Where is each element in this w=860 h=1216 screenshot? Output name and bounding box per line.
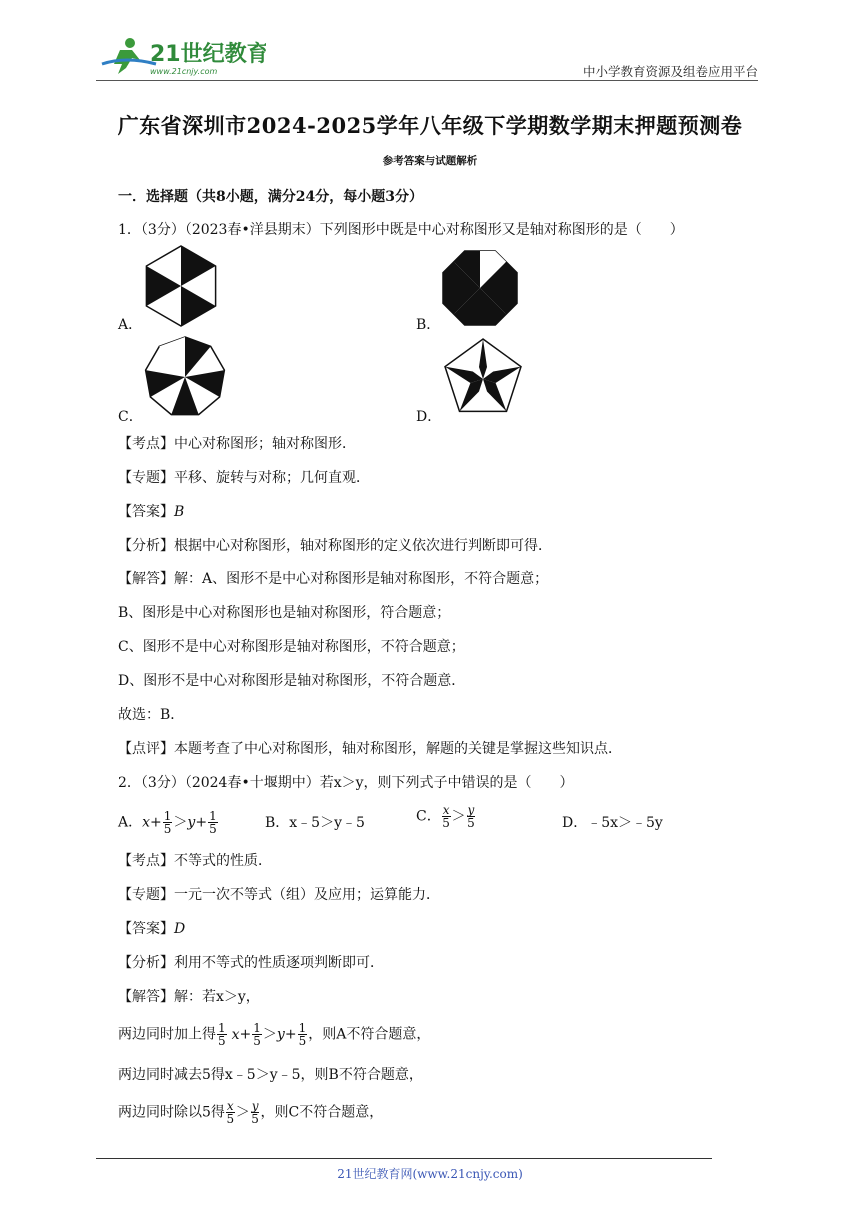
fraction	[442, 804, 451, 829]
line-text: 两边同时除以5得	[118, 1104, 225, 1121]
q2-zhuanti: 【专题】一元一次不等式（组）及应用；运算能力．	[118, 887, 440, 903]
q1-dianping: 【点评】本题考查了中心对称图形，轴对称图形，解题的关键是掌握这些知识点．	[118, 741, 622, 757]
q2-line-2: 两边同时减去5得x﹣5＞y﹣5，则B不符合题意，	[118, 1067, 423, 1083]
q1-answer	[118, 501, 184, 521]
q2-answer-value: D	[174, 921, 186, 937]
q2-fenxi: 【分析】利用不等式的性质逐项判断即可．	[118, 955, 384, 971]
q2-answer-label: 【答案】	[118, 921, 174, 937]
q1-option-c-label: C．	[118, 409, 143, 425]
frac-num: 1	[298, 1021, 307, 1035]
q1-figure-a	[143, 244, 219, 328]
frac-den: 5	[209, 822, 217, 836]
q1-stem: 1．（3分）（2023春•洋县期末）下列图形中既是中心对称图形又是轴对称图形的是（ ）	[118, 222, 684, 238]
math-plus: +	[284, 1026, 297, 1043]
q1-jieda-4: D、图形不是中心对称图形是轴对称图形，不符合题意．	[118, 673, 466, 689]
q1-jieda-1: 【解答】解：A、图形不是中心对称图形是轴对称图形，不符合题意；	[118, 571, 549, 587]
logo-url: www.21cnjy.com	[150, 67, 218, 76]
math-gt: ＞	[173, 814, 188, 831]
q1-option-a-label: A．	[118, 317, 143, 333]
frac-num: 1	[218, 1021, 226, 1035]
math-x: x	[142, 814, 151, 831]
frac-num: x	[442, 803, 450, 817]
q2-stem: 2．（3分）（2024春•十堰期中）若x＞y，则下列式子中错误的是（ ）	[118, 775, 574, 791]
frac-den: 5	[251, 1112, 259, 1126]
frac-den: 5	[442, 816, 450, 830]
fraction	[226, 1100, 235, 1125]
q2-option-a	[118, 810, 219, 835]
math-gt: ＞	[262, 1026, 277, 1043]
q1-kaodian: 【考点】中心对称图形；轴对称图形．	[118, 436, 356, 452]
math-gt: ＞	[235, 1104, 250, 1121]
q1-figure-c	[143, 335, 227, 419]
q1-answer-label: 【答案】	[118, 504, 174, 520]
q1-jieda-3: C、图形不是中心对称图形是轴对称图形，不符合题意；	[118, 639, 465, 655]
math-plus: +	[195, 814, 208, 831]
platform-name: 中小学教育资源及组卷应用平台	[582, 64, 758, 79]
q1-figure-d	[441, 337, 525, 419]
frac-den: 5	[163, 822, 172, 836]
math-x: x	[231, 1026, 240, 1043]
q2-line-3	[118, 1100, 383, 1125]
line-text: 两边同时加上得	[118, 1026, 216, 1043]
q1-option-d-label: D．	[416, 409, 442, 425]
frac-num: x	[226, 1099, 234, 1113]
q1-zhuanti: 【专题】平移、旋转与对称；几何直观．	[118, 470, 370, 486]
q2-option-c-label: C．	[416, 808, 441, 825]
logo-text: 21世纪教育	[150, 42, 266, 67]
frac-num: y	[251, 1099, 259, 1113]
math-plus: +	[239, 1026, 252, 1043]
frac-num: 1	[209, 809, 217, 823]
fraction	[251, 1100, 260, 1125]
frac-num: y	[467, 803, 475, 817]
frac-den: 5	[253, 1034, 261, 1048]
q2-answer	[118, 918, 185, 938]
fraction	[217, 1022, 227, 1047]
fraction	[163, 810, 173, 835]
runner-icon	[102, 38, 156, 74]
section-heading: 一．选择题（共8小题，满分24分，每小题3分）	[118, 189, 423, 205]
site-logo	[96, 34, 266, 80]
line-text: ，则A不符合题意，	[308, 1026, 431, 1043]
frac-num: 1	[253, 1021, 261, 1035]
page-subtitle: 参考答案与试题解析	[382, 155, 478, 167]
frac-den: 5	[218, 1034, 226, 1048]
frac-den: 5	[467, 816, 475, 830]
footer-link[interactable]: 21世纪教育网(www.21cnjy.com)	[337, 1167, 523, 1181]
math-y: y	[276, 1026, 285, 1043]
q1-fenxi: 【分析】根据中心对称图形，轴对称图形的定义依次进行判断即可得．	[118, 538, 552, 554]
math-y: y	[187, 814, 196, 831]
q1-figure-b	[440, 248, 520, 328]
q1-answer-value: B	[174, 504, 185, 520]
q2-option-d: D．﹣5x＞﹣5y	[562, 815, 663, 831]
fraction	[467, 804, 476, 829]
footer-divider	[96, 1158, 712, 1159]
q1-option-b-label: B．	[416, 317, 441, 333]
fraction	[298, 1022, 308, 1047]
fraction	[208, 810, 218, 835]
math-plus: +	[150, 814, 162, 831]
frac-den: 5	[226, 1112, 235, 1126]
math-gt: ＞	[451, 808, 466, 825]
q2-option-c	[416, 804, 476, 829]
line-text: ，则C不符合题意，	[260, 1104, 384, 1121]
q1-guxuan: 故选：B．	[118, 707, 185, 723]
q2-jieda: 【解答】解：若x＞y，	[118, 989, 260, 1005]
header-divider	[96, 80, 758, 81]
frac-num: 1	[163, 809, 172, 823]
q2-option-b: B．x﹣5＞y﹣5	[265, 815, 365, 831]
q2-option-a-label: A．	[118, 814, 143, 831]
q2-line-1	[118, 1022, 430, 1047]
fraction	[252, 1022, 262, 1047]
page-title: 广东省深圳市2024-2025学年八年级下学期数学期末押题预测卷	[117, 113, 743, 138]
q2-kaodian: 【考点】不等式的性质．	[118, 853, 272, 869]
q1-jieda-2: B、图形是中心对称图形也是轴对称图形，符合题意；	[118, 605, 451, 621]
frac-den: 5	[298, 1034, 307, 1048]
